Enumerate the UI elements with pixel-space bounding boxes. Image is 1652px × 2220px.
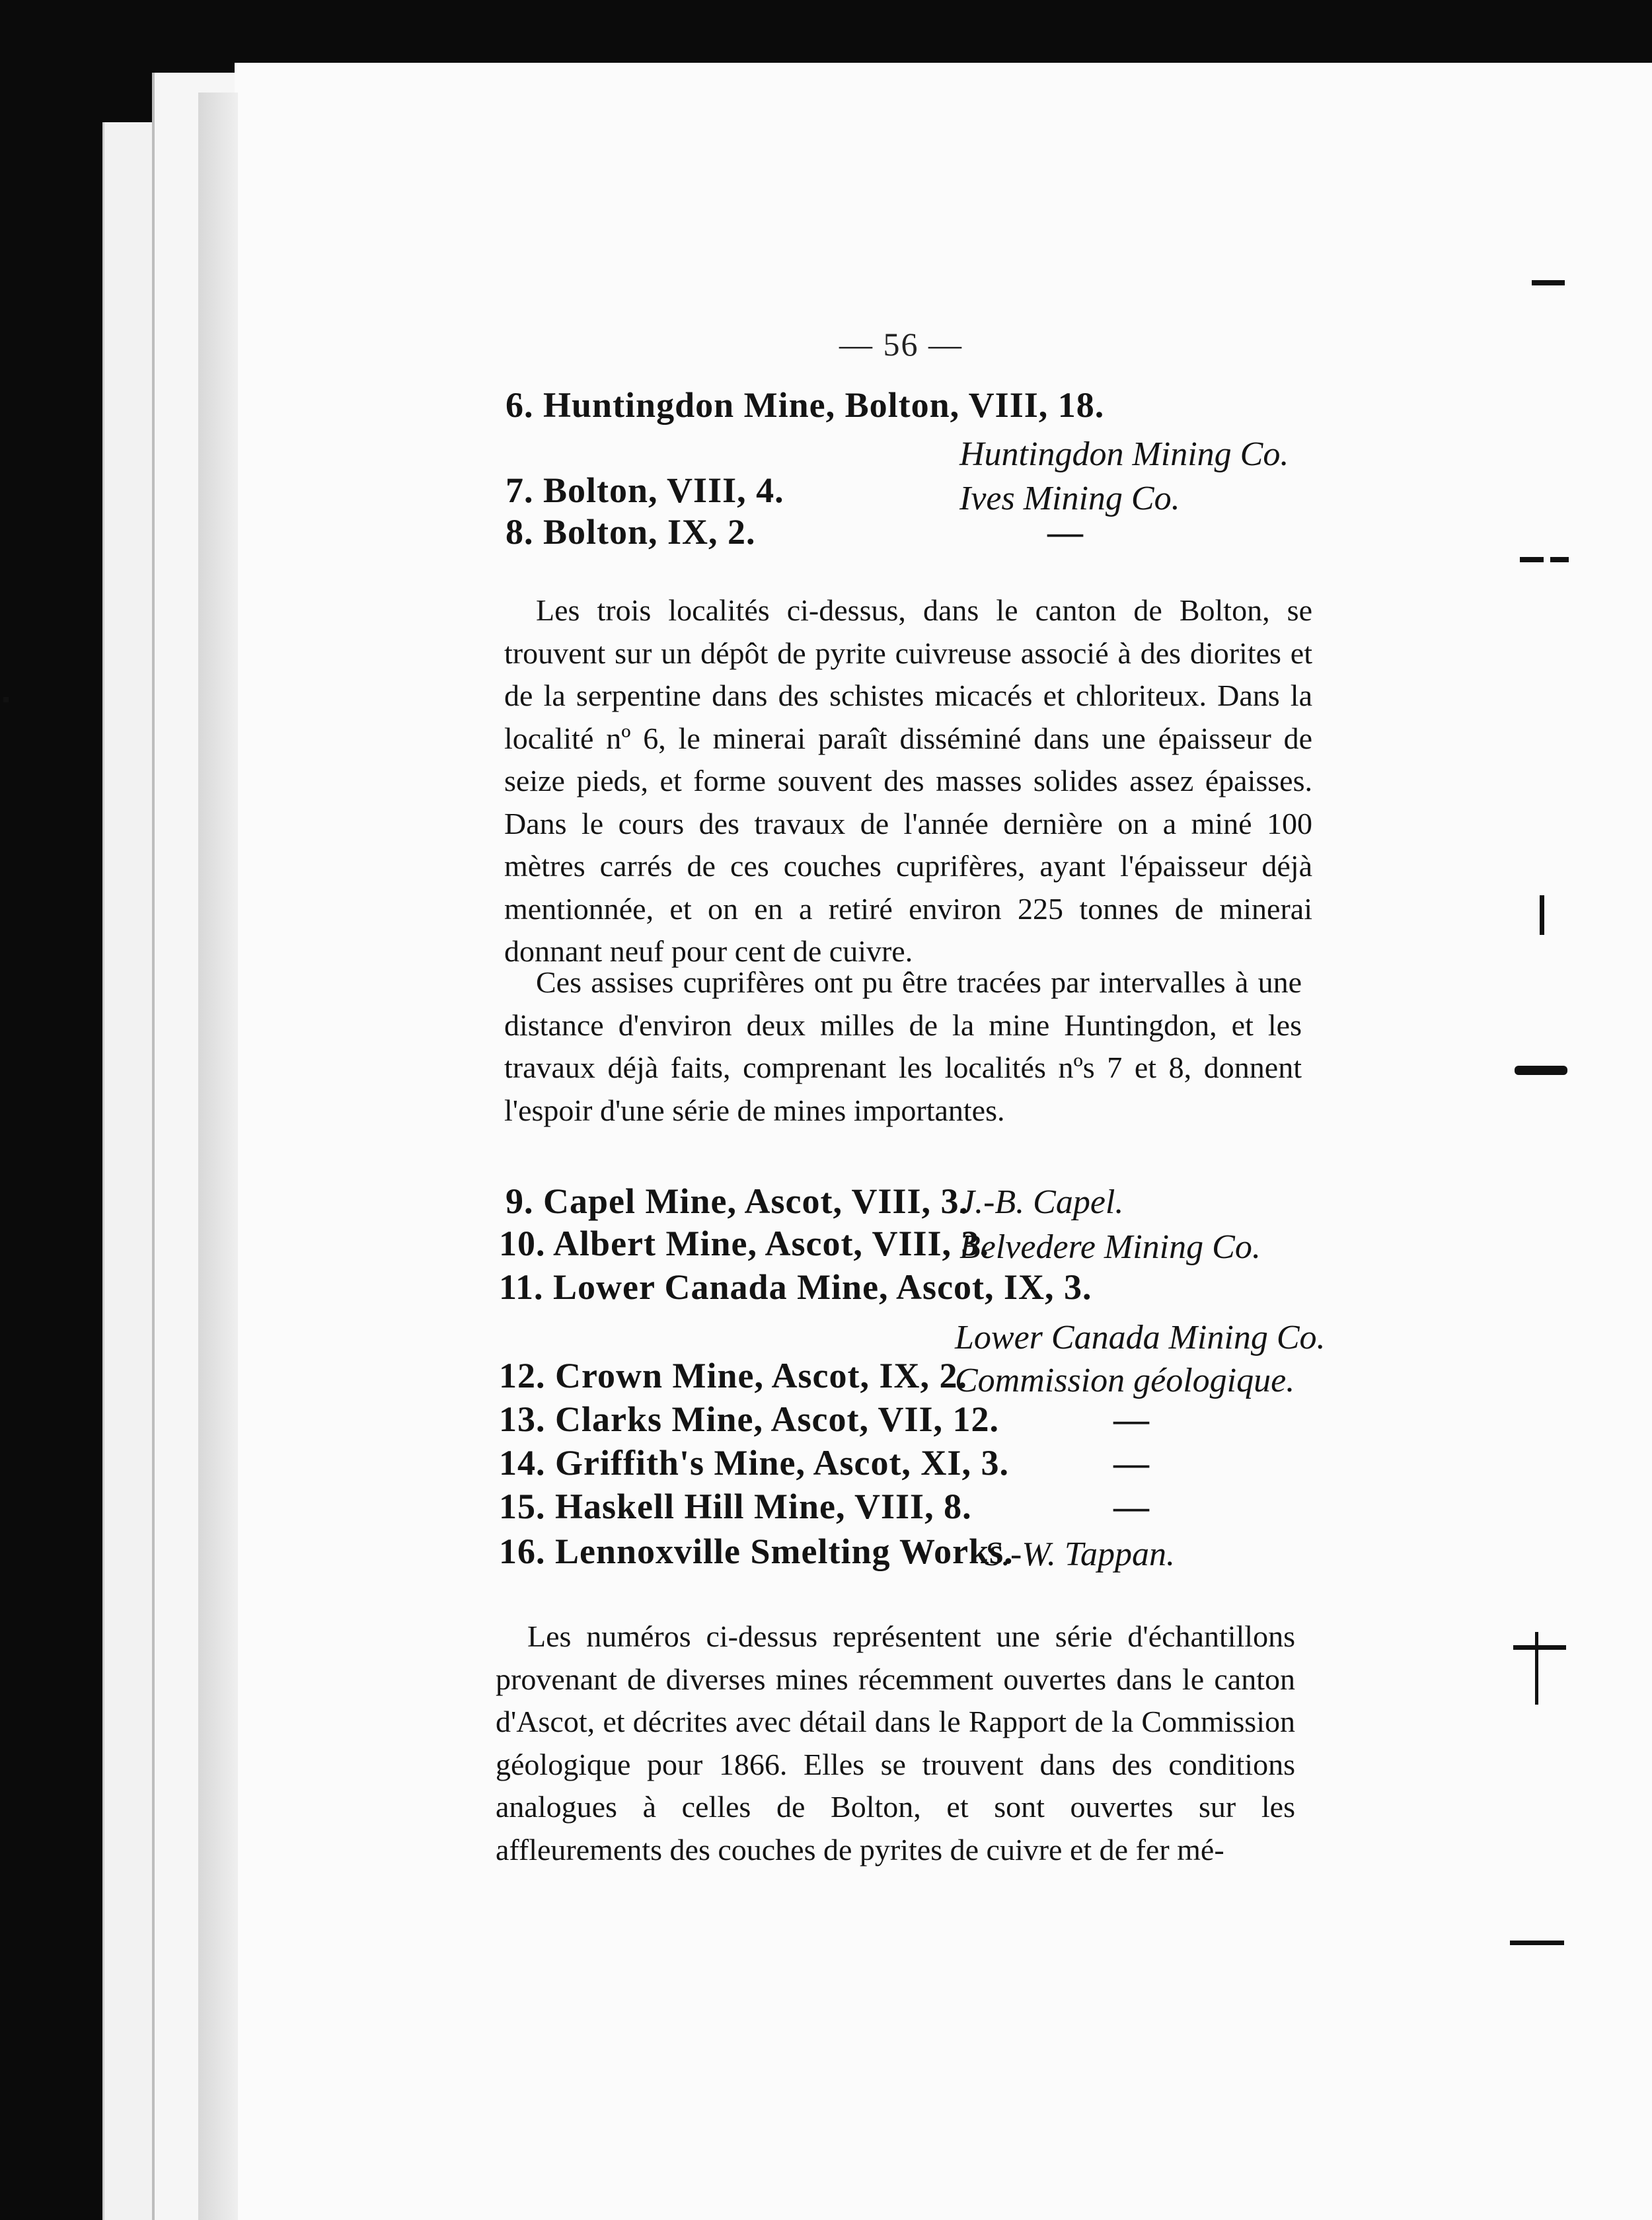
margin-mark bbox=[1520, 557, 1544, 562]
entry-11 bbox=[499, 1267, 1092, 1307]
entry-text: Capel Mine, Ascot, VIII, 3. bbox=[543, 1181, 969, 1221]
entry-text: Lennoxville Smelting Works. bbox=[555, 1532, 1014, 1571]
entry-number: 12. bbox=[499, 1356, 546, 1395]
entry-14-owner: — bbox=[1113, 1443, 1149, 1483]
entry-16-owner: S.-W. Tappan. bbox=[985, 1536, 1176, 1573]
entry-number: 14. bbox=[499, 1443, 546, 1483]
entry-text: Haskell Hill Mine, VIII, 8. bbox=[555, 1487, 972, 1526]
margin-mark bbox=[1515, 1066, 1567, 1075]
entry-7 bbox=[506, 470, 784, 510]
entry-8 bbox=[506, 512, 756, 552]
margin-mark bbox=[1550, 557, 1569, 562]
entry-13-owner: — bbox=[1113, 1399, 1149, 1439]
margin-mark bbox=[1535, 1632, 1538, 1705]
entry-number: 7. bbox=[506, 470, 534, 510]
margin-mark bbox=[1532, 280, 1565, 285]
entry-16 bbox=[499, 1532, 1014, 1571]
entry-number: 15. bbox=[499, 1487, 546, 1526]
entry-number: 6. bbox=[506, 385, 534, 425]
paragraph-bolton-description: Les trois localités ci-dessus, dans le canton de Bolton, se trouvent sur un dépôt de pyrite cuivreuse associé à des diorites et de la serpentine dans des schistes micacés et chloriteux. Dans la localité nº 6, le minerai paraît disséminé dans une épaisseur de seize pieds, et forme souvent des masses solides assez épaisses. Dans le cours des travaux de l'année dernière on a miné 100 mètres carrés de ces couches cuprifères, ayant l'épaisseur déjà mentionnée, et on en a retiré environ 225 tonnes de minerai donnant neuf pour cent de cuivre. bbox=[504, 593, 1312, 968]
entry-number: 9. bbox=[506, 1181, 534, 1221]
paragraph-huntingdon-tracing: Ces assises cuprifères ont pu être tracées par intervalles à une distance d'environ deux milles de la mine Huntingdon, et les travaux déjà faits, comprenant les localités nºs 7 et 8, donnent l'espoir d'une série de mines importantes. bbox=[504, 965, 1302, 1127]
margin-mark bbox=[3, 697, 9, 702]
entry-number: 11. bbox=[499, 1267, 544, 1307]
margin-mark bbox=[1510, 1941, 1564, 1945]
entry-15 bbox=[499, 1487, 972, 1526]
entry-number: 8. bbox=[506, 512, 534, 552]
margin-mark bbox=[1540, 895, 1544, 935]
margin-mark bbox=[1513, 1645, 1566, 1650]
entry-text: Bolton, VIII, 4. bbox=[543, 470, 784, 510]
page-edge-shadow bbox=[198, 92, 238, 2220]
entry-text: Crown Mine, Ascot, IX, 2. bbox=[555, 1356, 967, 1395]
entry-text: Clarks Mine, Ascot, VII, 12. bbox=[555, 1399, 1000, 1439]
entry-9 bbox=[506, 1181, 969, 1221]
entry-9-owner: J.-B. Capel. bbox=[959, 1183, 1124, 1221]
entry-15-owner: — bbox=[1113, 1487, 1149, 1526]
paragraph-ascot-description: Les numéros ci-dessus représentent une série d'échantillons provenant de diverses mines récemment ouvertes dans le canton d'Ascot, et décrites avec détail dans le Rapport de la Commission géologique pour 1866. Elles se trouvent dans des conditions analogues à celles de Bolton, et sont ouvertes sur les affleurements des couches de pyrites de cuivre et de fer mé- bbox=[496, 1619, 1295, 1867]
entry-number: 16. bbox=[499, 1532, 546, 1571]
entry-14 bbox=[499, 1443, 1009, 1483]
entry-11-owner: Lower Canada Mining Co. bbox=[955, 1319, 1326, 1356]
entry-6-owner: Huntingdon Mining Co. bbox=[959, 435, 1289, 473]
entry-8-owner: — bbox=[1047, 512, 1083, 552]
entry-number: 13. bbox=[499, 1399, 546, 1439]
entry-text: Lower Canada Mine, Ascot, IX, 3. bbox=[553, 1267, 1092, 1307]
page-number: — 56 — bbox=[839, 326, 963, 363]
entry-7-owner: Ives Mining Co. bbox=[959, 480, 1180, 517]
entry-12 bbox=[499, 1356, 967, 1395]
entry-12-owner: Commission géologique. bbox=[955, 1362, 1295, 1399]
entry-text: Albert Mine, Ascot, VIII, 3. bbox=[553, 1224, 989, 1263]
entry-10-owner: Belvedere Mining Co. bbox=[959, 1228, 1261, 1266]
entry-6 bbox=[506, 385, 1104, 425]
entry-10 bbox=[499, 1224, 989, 1263]
entry-text: Huntingdon Mine, Bolton, VIII, 18. bbox=[543, 385, 1105, 425]
entry-text: Griffith's Mine, Ascot, XI, 3. bbox=[555, 1443, 1009, 1483]
entry-13 bbox=[499, 1399, 999, 1439]
entry-number: 10. bbox=[499, 1224, 546, 1263]
entry-text: Bolton, IX, 2. bbox=[543, 512, 756, 552]
